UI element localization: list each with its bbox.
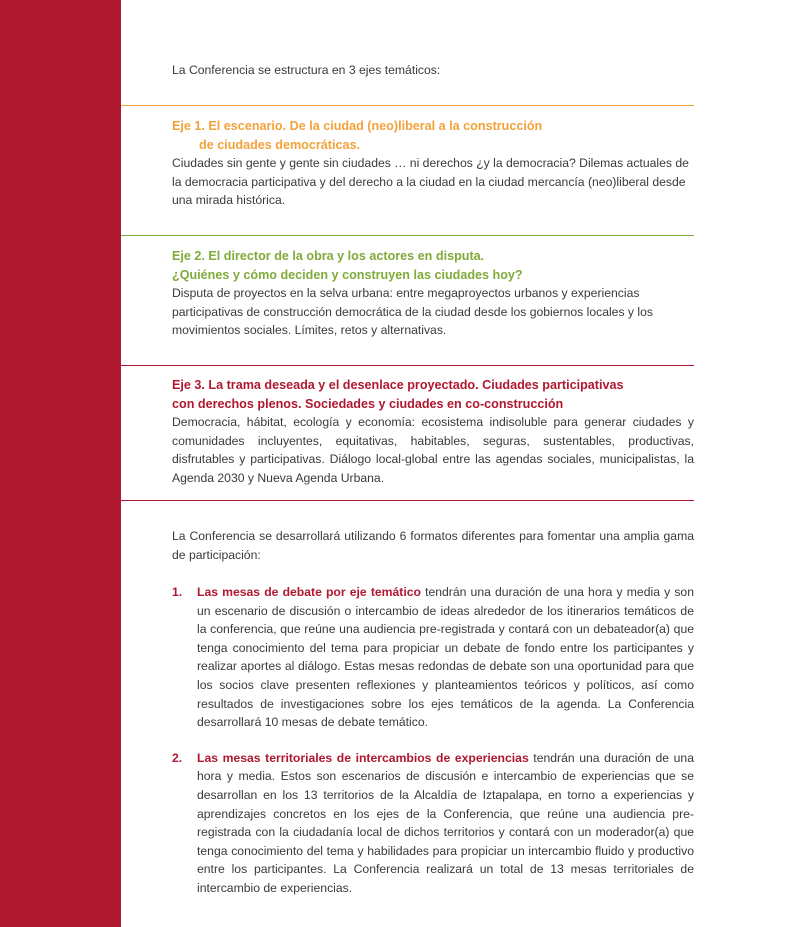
- eje3-title: [172, 376, 694, 413]
- eje1-number: Eje 1.: [172, 119, 205, 133]
- format-item-1-marker: 1.: [172, 585, 183, 599]
- format-item-2-text: tendrán una duración de una hora y media. Estos son escenarios de discusión e intercambio de experiencias que se desarrollan en los 13 territorios de la Alcaldía de Iztapalapa, en torno a experiencias y aprendizajes concretos en los ejes de la Conferencia, que reúne una audiencia pre-registrada con la ciudadanía local de dichos territorios y contará con un moderador(a) que tenga conocimiento del tema y habilidades para propiciar un intercambio fluido y productivo entre los participantes. La Conferencia realizará un total de 13 mesas territoriales de intercambio de experiencias.: [197, 750, 694, 895]
- eje3-number: Eje 3.: [172, 378, 205, 392]
- eje1-body: Ciudades sin gente y gente sin ciudades … ni derechos ¿y la democracia? Dilemas actuales de la democracia participativa y del derecho a la ciudad en la ciudad mercancía (neo)liberal desde una mirada histórica.: [172, 156, 689, 208]
- eje3-block: [172, 376, 694, 488]
- eje1-top-rule: [121, 105, 694, 106]
- eje2-block: [172, 247, 694, 340]
- eje3-bottom-rule: [121, 500, 694, 501]
- eje1-title-line2: de ciudades democráticas.: [199, 137, 360, 152]
- eje2-title-line2: ¿Quiénes y cómo deciden y construyen las ciudades hoy?: [172, 267, 523, 282]
- format-item-1: [172, 583, 694, 732]
- eje2-title-line1: El director de la obra y los actores en disputa.: [208, 249, 485, 263]
- format-item-1-text: tendrán una duración de una hora y media y son un escenario de discusión o intercambio de ideas alrededor de los itinerarios temáticos de la conferencia, que reúne una audiencia pre-registrada y contará con un debateador(a) que tenga conocimiento del tema para propiciar un debate de fondo entre los participantes y realizar aportes al diálogo. Estas mesas redondas de debate son una oportunidad para que los socios clave presenten reflexiones y planteamientos teóricos y políticos, así como resultados de investigaciones sobre los ejes temáticos de la agenda. La Conferencia desarrollará 10 mesas de debate temático.: [197, 585, 694, 730]
- format-item-2-marker: 2.: [172, 750, 183, 765]
- formats-intro: La Conferencia se desarrollará utilizando 6 formatos diferentes para fomentar una amplia gama de participación:: [172, 529, 694, 562]
- format-item-2: [172, 749, 694, 898]
- intro-text: La Conferencia se estructura en 3 ejes temáticos:: [172, 63, 441, 77]
- eje3-top-rule: [121, 365, 694, 366]
- format-item-1-lead: Las mesas de debate por eje temático: [197, 585, 421, 599]
- eje3-body: Democracia, hábitat, ecología y economía: ecosistema indisoluble para generar ciudades y comunidades incluyentes, equitativas, habitables, seguras, sustentables, productivas, disfrutables y participativas. Diálogo local-global entre las agendas sociales, municipalistas, la Agenda 2030 y Nueva Agenda Urbana.: [172, 415, 694, 485]
- eje1-block: [172, 117, 694, 210]
- eje2-body: Disputa de proyectos en la selva urbana: entre megaproyectos urbanos y experiencias participativas de construcción democrática de la ciudad desde los gobiernos locales y los movimientos sociales. Límites, retos y alternativas.: [172, 286, 653, 338]
- eje2-top-rule: [121, 235, 694, 236]
- formats-list: [172, 583, 694, 898]
- eje2-title: [172, 247, 694, 284]
- format-item-2-lead: Las mesas territoriales de intercambios de experiencias: [197, 750, 529, 765]
- side-color-band: [0, 0, 121, 927]
- eje3-title-line1: La trama deseada y el desenlace proyectado. Ciudades participativas: [208, 378, 624, 392]
- eje2-number: Eje 2.: [172, 249, 205, 263]
- eje1-title-line1: El escenario. De la ciudad (neo)liberal a la construcción: [208, 119, 543, 133]
- eje3-title-line2: con derechos plenos. Sociedades y ciudades en co-construcción: [172, 396, 564, 411]
- eje1-title: [172, 117, 694, 154]
